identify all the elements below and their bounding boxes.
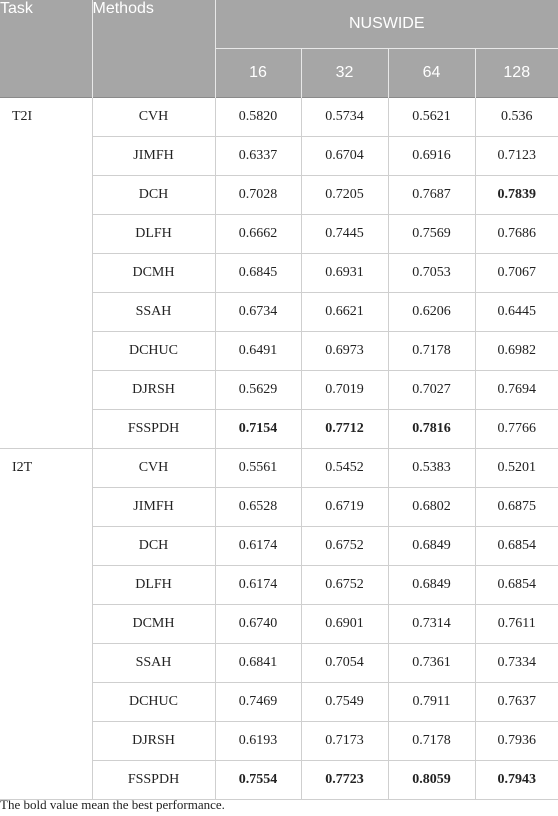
bit-length-header: 16: [215, 49, 301, 98]
value-cell: 0.7569: [388, 215, 475, 254]
value-cell: 0.6854: [475, 527, 558, 566]
method-cell: DCMH: [92, 254, 215, 293]
task-cell: I2T: [0, 449, 92, 800]
method-cell: DCH: [92, 527, 215, 566]
value-cell: 0.6174: [215, 527, 301, 566]
value-cell: 0.6875: [475, 488, 558, 527]
value-cell: 0.6752: [301, 527, 388, 566]
method-cell: CVH: [92, 449, 215, 488]
value-cell: 0.6740: [215, 605, 301, 644]
table-body: [0, 98, 558, 800]
method-cell: DLFH: [92, 566, 215, 605]
value-cell: 0.7027: [388, 371, 475, 410]
method-cell: CVH: [92, 98, 215, 137]
value-cell: 0.6849: [388, 566, 475, 605]
value-cell: 0.7173: [301, 722, 388, 761]
task-column-header: Task: [0, 0, 92, 98]
value-cell: 0.6528: [215, 488, 301, 527]
value-cell: 0.7314: [388, 605, 475, 644]
value-cell: 0.7723: [301, 761, 388, 800]
value-cell: 0.6193: [215, 722, 301, 761]
method-cell: DCHUC: [92, 683, 215, 722]
table-header: [0, 0, 558, 98]
method-cell: FSSPDH: [92, 410, 215, 449]
value-cell: 0.5452: [301, 449, 388, 488]
value-cell: 0.6916: [388, 137, 475, 176]
value-cell: 0.7549: [301, 683, 388, 722]
value-cell: 0.5201: [475, 449, 558, 488]
value-cell: 0.5621: [388, 98, 475, 137]
methods-column-header: Methods: [92, 0, 215, 98]
value-cell: 0.7205: [301, 176, 388, 215]
value-cell: 0.7019: [301, 371, 388, 410]
value-cell: 0.7637: [475, 683, 558, 722]
value-cell: 0.7154: [215, 410, 301, 449]
value-cell: 0.6854: [475, 566, 558, 605]
value-cell: 0.7816: [388, 410, 475, 449]
bit-length-header: 128: [475, 49, 558, 98]
value-cell: 0.6206: [388, 293, 475, 332]
value-cell: 0.7067: [475, 254, 558, 293]
value-cell: 0.6802: [388, 488, 475, 527]
value-cell: 0.6982: [475, 332, 558, 371]
value-cell: 0.6491: [215, 332, 301, 371]
value-cell: 0.8059: [388, 761, 475, 800]
value-cell: 0.6719: [301, 488, 388, 527]
value-cell: 0.7334: [475, 644, 558, 683]
value-cell: 0.6973: [301, 332, 388, 371]
value-cell: 0.5734: [301, 98, 388, 137]
value-cell: 0.7687: [388, 176, 475, 215]
value-cell: 0.7611: [475, 605, 558, 644]
method-cell: DJRSH: [92, 722, 215, 761]
method-cell: JIMFH: [92, 488, 215, 527]
method-cell: JIMFH: [92, 137, 215, 176]
value-cell: 0.6337: [215, 137, 301, 176]
value-cell: 0.7686: [475, 215, 558, 254]
method-cell: SSAH: [92, 644, 215, 683]
bit-length-header: 64: [388, 49, 475, 98]
value-cell: 0.6901: [301, 605, 388, 644]
value-cell: 0.7053: [388, 254, 475, 293]
value-cell: 0.6931: [301, 254, 388, 293]
value-cell: 0.7766: [475, 410, 558, 449]
method-cell: DCH: [92, 176, 215, 215]
value-cell: 0.7554: [215, 761, 301, 800]
value-cell: 0.5383: [388, 449, 475, 488]
method-cell: DCHUC: [92, 332, 215, 371]
value-cell: 0.7178: [388, 722, 475, 761]
value-cell: 0.7028: [215, 176, 301, 215]
value-cell: 0.7943: [475, 761, 558, 800]
value-cell: 0.5561: [215, 449, 301, 488]
value-cell: 0.6174: [215, 566, 301, 605]
value-cell: 0.6845: [215, 254, 301, 293]
value-cell: 0.7712: [301, 410, 388, 449]
value-cell: 0.7469: [215, 683, 301, 722]
table-row: [0, 98, 558, 137]
method-cell: DLFH: [92, 215, 215, 254]
method-cell: SSAH: [92, 293, 215, 332]
bit-length-header: 32: [301, 49, 388, 98]
value-cell: 0.7911: [388, 683, 475, 722]
value-cell: 0.7054: [301, 644, 388, 683]
value-cell: 0.7839: [475, 176, 558, 215]
dataset-header: NUSWIDE: [215, 0, 558, 49]
value-cell: 0.6621: [301, 293, 388, 332]
value-cell: 0.6445: [475, 293, 558, 332]
value-cell: 0.6841: [215, 644, 301, 683]
method-cell: FSSPDH: [92, 761, 215, 800]
value-cell: 0.6734: [215, 293, 301, 332]
value-cell: 0.6752: [301, 566, 388, 605]
table-row: [0, 449, 558, 488]
task-cell: T2I: [0, 98, 92, 449]
value-cell: 0.7445: [301, 215, 388, 254]
value-cell: 0.5820: [215, 98, 301, 137]
value-cell: 0.7936: [475, 722, 558, 761]
table-footnote: The bold value mean the best performance.: [0, 797, 225, 812]
value-cell: 0.5629: [215, 371, 301, 410]
value-cell: 0.6704: [301, 137, 388, 176]
value-cell: 0.7694: [475, 371, 558, 410]
value-cell: 0.6662: [215, 215, 301, 254]
method-cell: DCMH: [92, 605, 215, 644]
value-cell: 0.7123: [475, 137, 558, 176]
value-cell: 0.7178: [388, 332, 475, 371]
value-cell: 0.7361: [388, 644, 475, 683]
value-cell: 0.536: [475, 98, 558, 137]
value-cell: 0.6849: [388, 527, 475, 566]
method-cell: DJRSH: [92, 371, 215, 410]
